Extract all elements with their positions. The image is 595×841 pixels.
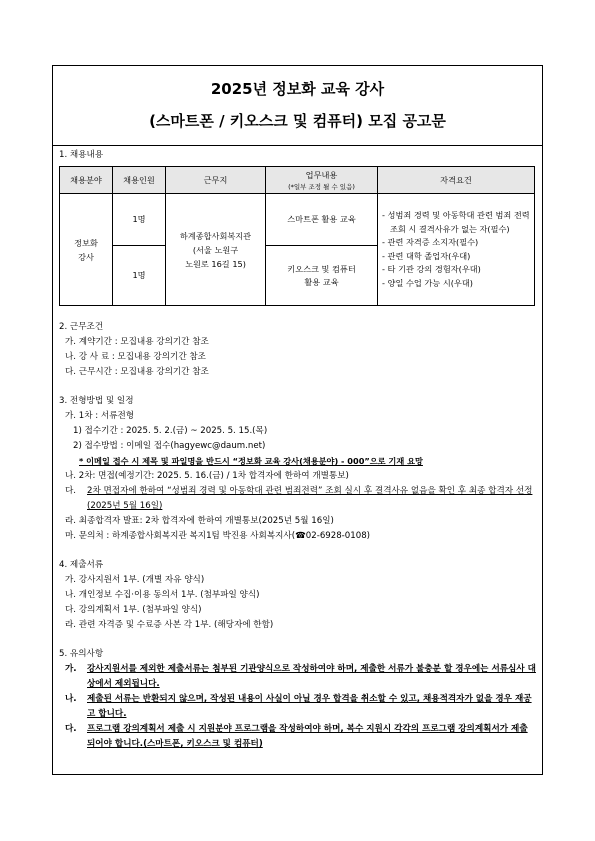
cell-qual	[378, 194, 535, 306]
cell-place: 하계종합사회복지관 (서울 노원구 노원로 16길 15)	[166, 194, 266, 306]
notice-body	[53, 146, 542, 752]
header-field: 채용분야	[60, 167, 113, 194]
background-check-label: 다.	[65, 486, 77, 496]
cell-count-1: 1명	[113, 194, 166, 246]
contact-info: 마. 문의처 : 하계종합사회복지관 복지1팀 박진용 사회복지사(☎02-6928-0108)	[65, 531, 371, 541]
caution-text: 프로그램 강의계획서 제출 시 지원분야 프로그램을 작성하여야 하며, 복수 지원시 각각의 프로그램 강의계획서가 제출 되어야 합니다.(스마트폰, 키오스크 및 컴퓨터)	[87, 724, 528, 749]
work-condition-item: 가. 계약기간 : 모집내용 강의기간 참조	[65, 337, 209, 347]
header-count: 채용인원	[113, 167, 166, 194]
caution-text: 제출된 서류는 반환되지 않으며, 작성된 내용이 사실이 아닐 경우 합격을 취소할 수 있고, 채용적격자가 없을 경우 재공고 합니다.	[87, 694, 532, 719]
section-4-heading: 4. 제출서류	[59, 560, 104, 570]
stage-2: 나. 2차: 면접(예정기간: 2025. 5. 16.(금) / 1차 합격자에 한하여 개별통보)	[65, 471, 349, 481]
email-subject-note: * 이메일 접수 시 제목 및 파일명을 반드시 “정보화 교육 강사(채용분야) - 000”으로 기재 요망	[79, 456, 423, 466]
cell-duty-2: 키오스크 및 컴퓨터 활용 교육	[266, 246, 378, 306]
caution-text: 강사지원서를 제외한 제출서류는 첨부된 기관양식으로 작성하여야 하며, 제출한 서류가 불충분 할 경우에는 서류심사 대상에서 제외됩니다.	[87, 664, 536, 689]
caution-label: 가.	[65, 664, 77, 674]
caution-item	[65, 722, 536, 752]
background-check	[59, 484, 536, 514]
header-duty	[266, 167, 378, 194]
background-check-text: 2차 면접자에 한하여 “성범죄 경력 및 아동학대 관련 범죄전력” 조회 실시 후 결격사유 없음을 확인 후 최종 합격자 선정(2025년 5월 16일)	[87, 486, 533, 511]
caution-item	[65, 662, 536, 692]
cell-duty-1: 스마트폰 활용 교육	[266, 194, 378, 246]
stage-1-period: 1) 접수기간 : 2025. 5. 2.(금) ~ 2025. 5. 15.(목)	[73, 426, 268, 436]
stage-1: 가. 1차 : 서류전형	[65, 411, 135, 421]
title-line-2: (스마트폰 / 키오스크 및 컴퓨터) 모집 공고문	[149, 112, 446, 130]
notice-frame	[52, 65, 543, 775]
caution-label: 나.	[65, 694, 77, 704]
header-qual: 자격요건	[378, 167, 535, 194]
stage-1-method: 2) 접수방법 : 이메일 접수(hagyewc@daum.net)	[73, 441, 266, 451]
qual-item: - 양일 수업 가능 시(우대)	[382, 277, 473, 288]
work-condition-item: 다. 근무시간 : 모집내용 강의기간 참조	[65, 367, 209, 377]
qual-item: - 관련 대학 졸업자(우대)	[382, 250, 471, 261]
caution-label: 다.	[65, 724, 77, 734]
cell-field: 정보화 강사	[60, 194, 113, 306]
work-condition-item: 나. 강 사 료 : 모집내용 강의기간 참조	[65, 352, 206, 362]
qual-item: - 타 기관 강의 경험자(우대)	[382, 264, 481, 274]
section-3-heading: 3. 전형방법 및 일정	[59, 396, 134, 406]
document-item: 나. 개인정보 수집·이용 동의서 1부. (첨부파일 양식)	[65, 590, 260, 600]
header-place: 근무지	[166, 167, 266, 194]
qual-item: - 성범죄 경력 및 아동학대 관련 범죄 전력 조회 시 결격사유가 없는 자(필수)	[382, 210, 530, 234]
document-item: 가. 강사지원서 1부. (개별 자유 양식)	[65, 575, 205, 585]
caution-item	[65, 692, 536, 722]
title-box	[53, 66, 542, 146]
qual-item: - 관련 자격증 소지자(필수)	[382, 237, 479, 247]
caution-list	[59, 662, 536, 752]
title-line-1: 2025년 정보화 교육 강사	[210, 80, 385, 98]
header-duty-note: (*일부 조정 될 수 있음)	[288, 183, 355, 191]
document-item: 라. 관련 자격증 및 수료증 사본 각 1부. (해당자에 한함)	[65, 620, 274, 630]
recruitment-table	[59, 166, 535, 306]
section-2-heading: 2. 근무조건	[59, 322, 104, 332]
final-announcement: 라. 최종합격자 발표: 2차 합격자에 한하여 개별통보(2025년 5월 16일)	[65, 516, 334, 526]
section-1-heading: 1. 채용내용	[59, 150, 104, 160]
cell-count-2: 1명	[113, 246, 166, 306]
document-item: 다. 강의계획서 1부. (첨부파일 양식)	[65, 605, 202, 615]
header-duty-label: 업무내용	[305, 170, 338, 180]
section-5-heading: 5. 유의사항	[59, 649, 104, 659]
